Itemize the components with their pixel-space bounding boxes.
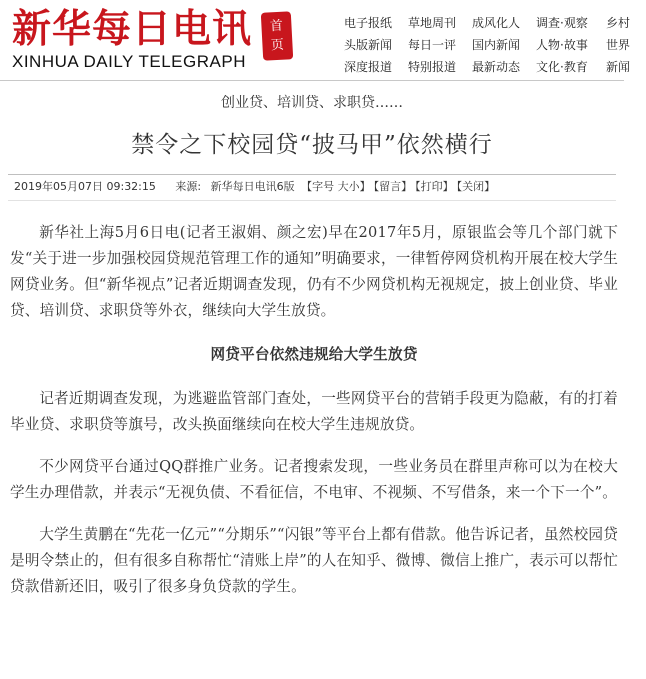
article-kicker: 创业贷、培训贷、求职贷…… <box>221 95 403 111</box>
article-meta <box>14 178 495 196</box>
print-button[interactable]: 【打印】 <box>415 180 454 193</box>
article-headline: 禁令之下校园贷“披马甲”依然横行 <box>131 132 493 158</box>
article-paragraph: 新华社上海5月6日电(记者王淑娟、颜之宏)早在2017年5月，原银监会等几个部门就下发“关于进一步加强校园贷规范管理工作的通知”明确要求，一律暂停网贷机构开展在校大学生网贷业务。但“新华视点”记者近期调查发现，仍有不少网贷机构无视规定，披上创业贷、毕业贷、培训贷、求职贷等外衣，继续向大学生放贷。 <box>10 224 618 319</box>
nav-link-epaper[interactable]: 电子报纸 <box>344 16 393 30</box>
meta-divider-bottom <box>8 200 616 201</box>
masthead-divider <box>0 80 624 81</box>
site-logo[interactable]: 新华每日电讯 <box>12 6 253 52</box>
nav-link-grassland-weekly[interactable]: 草地周刊 <box>408 16 457 30</box>
nav-link-rural[interactable]: 乡村 <box>606 16 631 30</box>
article-paragraph: 记者近期调查发现，为逃避监管部门查处，一些网贷平台的营销手段更为隐蔽，有的打着毕业贷、求职贷等旗号，改头换面继续向在校大学生违规放贷。 <box>10 390 618 433</box>
seal-char-2: 页 <box>270 37 285 54</box>
nav-link-in-depth[interactable]: 深度报道 <box>344 60 393 74</box>
nav-row-3 <box>344 56 646 78</box>
nav-link-daily-comment[interactable]: 每日一评 <box>408 38 457 52</box>
nav-link-domestic[interactable]: 国内新闻 <box>472 38 521 52</box>
nav-link-front-page[interactable]: 头版新闻 <box>344 38 393 52</box>
source-name: 新华每日电讯6版 <box>210 180 295 193</box>
seal-char-1: 首 <box>269 18 284 35</box>
font-size-button[interactable]: 【字号 大小】 <box>301 180 371 193</box>
article-body <box>10 220 618 600</box>
nav-link-people[interactable]: 人物·故事 <box>536 38 588 52</box>
nav-row-1 <box>344 12 646 34</box>
nav-link-chengfeng[interactable]: 成风化人 <box>472 16 521 30</box>
article-subheading: 网贷平台依然违规给大学生放贷 <box>210 346 418 363</box>
masthead <box>0 0 631 80</box>
article-paragraph: 不少网贷平台通过QQ群推广业务。记者搜索发现，一些业务员在群里声称可以为在校大学生办理借款，并表示“无视负债、不看征信，不电审、不视频、不写借条，来一个下一个”。 <box>10 458 618 501</box>
home-seal-icon[interactable] <box>261 11 293 61</box>
source-label: 来源: <box>175 180 202 193</box>
nav-link-culture[interactable]: 文化·教育 <box>536 60 588 74</box>
nav-link-world[interactable]: 世界 <box>606 38 631 52</box>
nav-link-latest[interactable]: 最新动态 <box>472 60 521 74</box>
nav-link-news[interactable]: 新闻 <box>606 60 631 74</box>
publish-date: 2019年05月07日 09:32:15 <box>14 180 156 193</box>
nav-row-2 <box>344 34 646 56</box>
site-logo-english: XINHUA DAILY TELEGRAPH <box>12 52 246 71</box>
top-navigation <box>344 12 646 78</box>
meta-divider-top <box>8 174 616 175</box>
nav-link-special[interactable]: 特别报道 <box>408 60 457 74</box>
comment-button[interactable]: 【留言】 <box>373 180 413 193</box>
close-button[interactable]: 【关闭】 <box>456 180 496 193</box>
nav-link-investigation[interactable]: 调查·观察 <box>536 16 588 30</box>
article-paragraph: 大学生黄鹏在“先花一亿元”“分期乐”“闪银”等平台上都有借款。他告诉记者，虽然校园贷是明令禁止的，但有很多自称帮忙“清账上岸”的人在知乎、微博、微信上推广，表示可以帮忙贷款借新还旧，吸引了很多身负贷款的学生。 <box>10 526 618 595</box>
